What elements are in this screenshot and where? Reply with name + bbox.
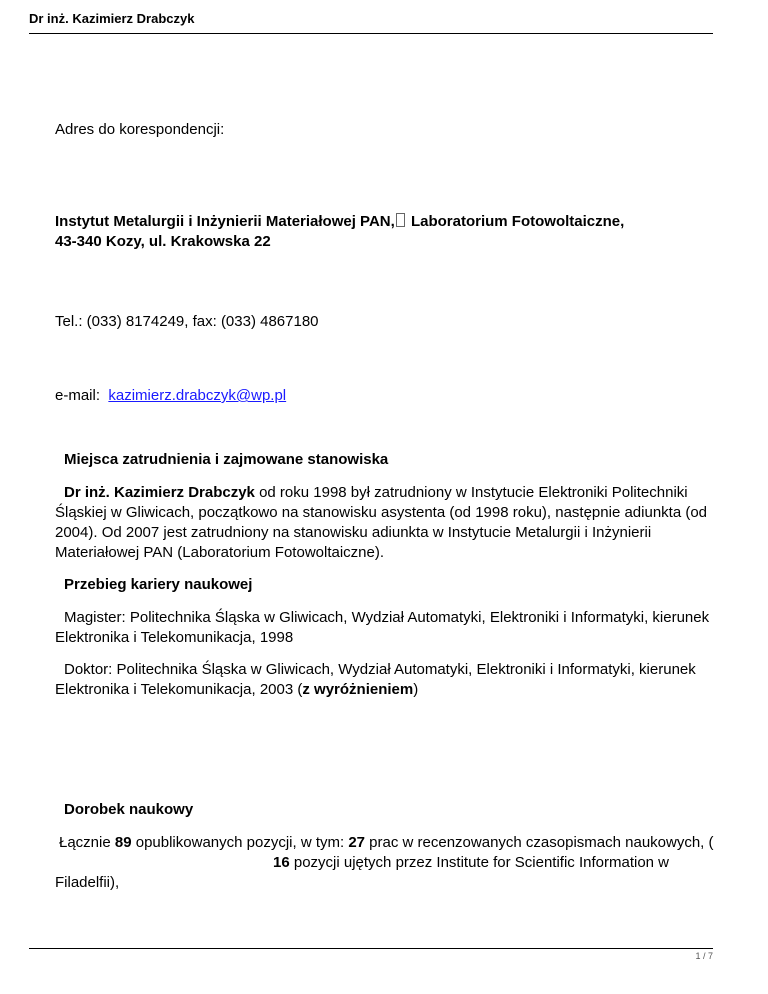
page-header-title: Dr inż. Kazimierz Drabczyk [29,11,195,26]
address-institute: Instytut Metalurgii i Inżynierii Materiałowej PAN, [55,213,395,230]
email-line [55,386,715,406]
address-block [55,212,715,252]
achievements-text-2: opublikowanych pozycji, w tym: [131,834,349,851]
achievements-isi-count: 16 [273,854,290,871]
career-doctor-distinction: z wyróżnieniem [302,681,414,698]
achievements-text-3: prac w recenzowanych czasopismach naukowych, ( [365,834,714,851]
achievements-text-1: Łącznie [59,834,115,851]
missing-glyph-icon [396,213,405,227]
achievements-heading: Dorobek naukowy [64,801,194,818]
career-doctor [55,660,715,700]
achievements-reviewed-count: 27 [348,834,366,851]
career-heading: Przebieg kariery naukowej [64,576,253,593]
career-doctor-text: Doktor: Politechnika Śląska w Gliwicach, Wydział Automatyki, Elektroniki i Informatyki, kierunek Elektronika i Telekomunikacja, 2003 ( [55,661,696,698]
address-label: Adres do korespondencji: [55,121,225,138]
employment-text: od roku 1998 był zatrudniony w Instytucie Elektroniki Politechniki Śląskiej w Gliwicach, początkowo na stanowisku asystenta (od 1998 roku), następnie adiunkta (od 2004). Od 2007 jest zatrudniony na stanowisku adiunkta w Instytucie Metalurgii i Inżynierii Materiałowej PAN (Laboratorium Fotowoltaiczne). [55,484,708,561]
address-street: 43-340 Kozy, ul. Krakowska 22 [55,233,271,250]
achievements-text-4: pozycji ujętych przez Institute for Scientific Information w Filadelfii), [55,854,670,891]
email-label: e-mail: [55,387,101,404]
employment-heading: Miejsca zatrudnienia i zajmowane stanowiska [64,451,389,468]
employment-paragraph [55,483,715,563]
employment-person-name: Dr inż. Kazimierz Drabczyk [64,484,255,501]
achievements-total-count: 89 [114,834,132,851]
header-divider [29,33,713,34]
career-master: Magister: Politechnika Śląska w Gliwicach, Wydział Automatyki, Elektroniki i Informatyki, kierunek Elektronika i Telekomunikacja, 1998 [55,609,710,646]
address-lab: Laboratorium Fotowoltaiczne, [410,213,625,230]
achievements-paragraph [55,833,715,893]
document-body [55,120,715,893]
career-doctor-close: ) [413,681,419,698]
page-number: 1 / 7 [695,951,713,961]
email-link[interactable]: kazimierz.drabczyk@wp.pl [108,387,287,404]
footer-divider [29,948,713,949]
phone-fax-line: Tel.: (033) 8174249, fax: (033) 4867180 [55,313,319,330]
